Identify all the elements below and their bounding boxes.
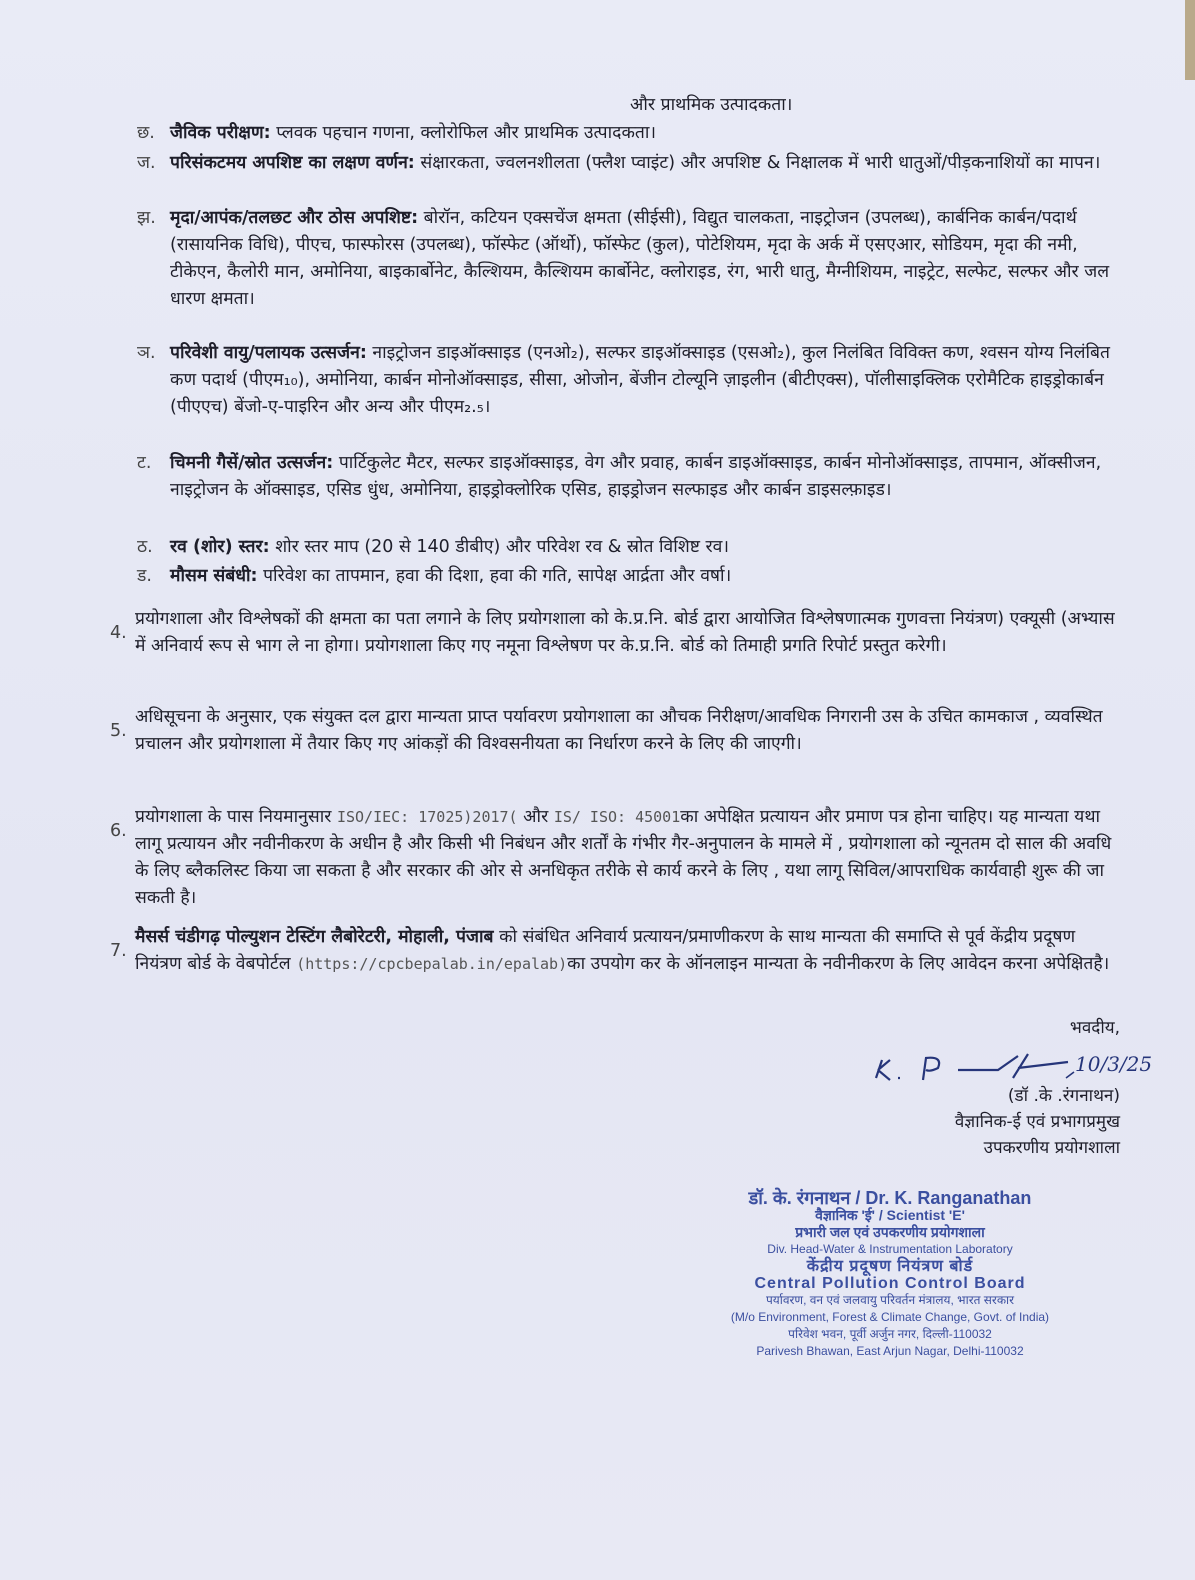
item-text: परिवेश का तापमान, हवा की दिशा, हवा की गति, सापेक्ष आर्द्रता और वर्षा। [263,566,732,586]
signatory-designation: वैज्ञानिक-ई एवं प्रभागप्रमुख [954,1112,1120,1132]
list-item [137,205,1125,313]
item-heading: मौसम संबंधी: [170,566,258,586]
iso-17025-code: ISO/IEC: 17025)2017( [336,808,518,826]
item-heading: जैविक परीक्षण: [170,123,271,143]
paragraph-number: 7. [110,941,127,961]
stamp-line: पर्यावरण, वन एवं जलवायु परिवर्तन मंत्रालय, भारत सरकार [765,1293,1015,1307]
stamp-line: प्रभारी जल एवं उपकरणीय प्रयोगशाला [795,1224,985,1240]
iso-45001-code: IS/ ISO: 45001 [553,808,681,826]
item-heading: परिसंकटमय अपशिष्ट का लक्षण वर्णन: [170,153,415,173]
paragraph-4: प्रयोगशाला और विश्लेषकों की क्षमता का पता लगाने के लिए प्रयोगशाला को के.प्र.नि. बोर्ड द्वारा आयोजित विश्लेषणात्मक गुणवत्ता नियंत्रण) एक्यूसी (अभ्यास में अनिवार्य रूप से भाग ले ना होगा। प्रयोगशाला किए गए नमूना विश्लेषण पर के.प्र.नि. बोर्ड को तिमाही प्रगति रिपोर्ट प्रस्तुत करेगी। [135,609,1115,656]
portal-url: (https://cpcbepalab.in/epalab) [296,955,568,973]
item-marker: ड. [137,566,152,586]
stamp-line: केंद्रीय प्रदूषण नियंत्रण बोर्ड [806,1258,974,1275]
stamp-line: डॉ. के. रंगनाथन / Dr. K. Ranganathan [748,1188,1032,1208]
official-stamp [700,1190,1080,1360]
item-heading: रव (शोर) स्तर: [170,537,270,557]
paragraph-5: अधिसूचना के अनुसार, एक संयुक्त दल द्वारा मान्यता प्राप्त पर्यावरण प्रयोगशाला का औचक निरीक्षण/आवधिक निगरानी उस के उचित कामकाज , व्यवस्थित प्रचालन और प्रयोगशाला में तैयार किए गए आंकड़ों की विश्वसनीयता का निर्धारण करने के लिए की जाएगी। [135,707,1103,754]
intro-line-tail [630,92,792,119]
list-item [137,450,1125,504]
list-item [137,120,1125,147]
p7-text: का उपयोग कर के ऑनलाइन मान्यता के नवीनीकरण के लिए आवेदन करना अपेक्षितहै। [567,954,1110,974]
paragraph-number: 4. [110,623,127,643]
item-marker: ठ. [137,537,153,557]
paragraph-7 [135,924,1125,978]
list-item [137,150,1125,177]
list-item [137,563,1125,590]
p6-text: का अपेक्षित प्रत्यायन और प्रमाण पत्र होना चाहिए। यह मान्यता यथा लागू प्रत्यायन और नवीनीकरण के अधीन है और किसी भी निबंधन और शर्तों के गंभीर गैर-अनुपालन के मामले में , प्रयोगशाला को न्यूनतम दो साल की अवधि के लिए ब्लैकलिस्ट किया जा सकता है और सरकार की ओर से अनधिकृत तरीके से कार्य करने के लिए , यथा लागू सिविल/आपराधिक कार्यवाही शुरू की जा सकती है। [135,807,1112,908]
item-marker: ज. [137,153,156,173]
item-text: प्लवक पहचान गणना, क्लोरोफिल और प्राथमिक उत्पादकता। [276,123,657,143]
item-marker: झ. [137,208,156,228]
item-heading: मृदा/आपंक/तलछट और ठोस अपशिष्ट: [170,208,419,228]
item-marker: छ. [137,123,155,143]
item-text: नाइट्रोजन डाइऑक्साइड (एनओ₂), सल्फर डाइऑक्साइड (एसओ₂), कुल निलंबित विविक्त कण, श्वसन योग्य निलंबित कण पदार्थ (पीएम₁₀), अमोनिया, कार्बन मोनोऑक्साइड, सीसा, ओजोन, बेंजीन टोल्यूनि ज़ाइलीन (बीटीएक्स), पॉलीसाइक्लिक एरोमैटिक हाइड्रोकार्बन (पीएएच) बेंजो-ए-पाइरिन और अन्य और पीएम₂.₅। [170,343,1111,417]
lab-name: मैसर्स चंडीगढ़ पोल्युशन टेस्टिंग लैबोरेटरी, मोहाली, पंजाब [135,927,494,947]
page-edge [1185,0,1195,80]
stamp-line: परिवेश भवन, पूर्वी अर्जुन नगर, दिल्ली-110032 [788,1327,992,1341]
list-item [137,534,1125,561]
closing-salutation: भवदीय, [1069,1018,1120,1038]
paragraph-6 [135,804,1125,912]
item-marker: ट. [137,453,152,473]
paragraph-number: 6. [110,821,127,841]
p6-and: और [523,807,549,827]
stamp-line: Central Pollution Control Board [754,1275,1026,1292]
item-text: बोरॉन, कटियन एक्सचेंज क्षमता (सीईसी), विद्युत चालकता, नाइट्रोजन (उपलब्ध), कार्बनिक कार्बन/पदार्थ (रासायनिक विधि), पीएच, फास्फोरस (उपलब्ध), फॉस्फेट (ऑर्थो), फॉस्फेट (कुल), पोटेशियम, मृदा के अर्क में एसएआर, सोडियम, मृदा की नमी, टीकेएन, कैलोरी मान, अमोनिया, बाइकार्बोनेट, कैल्शियम, कैल्शियम कार्बोनेट, क्लोराइड, रंग, भारी धातु, मैग्नीशियम, नाइट्रेट, सल्फेट, सल्फर और जल धारण क्षमता। [170,208,1110,309]
item-heading: चिमनी गैसें/स्रोत उत्सर्जन: [170,453,334,473]
list-item [137,340,1125,421]
item-text: संक्षारकता, ज्वलनशीलता (फ्लैश प्वाइंट) और अपशिष्ट & निक्षालक में भारी धातुओं/पीड़कनाशियों का मापन। [420,153,1101,173]
signatory-department: उपकरणीय प्रयोगशाला [983,1138,1120,1158]
stamp-line: वैज्ञानिक 'ई' / Scientist 'E' [815,1207,965,1223]
p7-lead: को संबंधित अनिवार्य प्रत्यायन/प्रमाणीकरण के साथ मान्यता की समाप्ति से पूर्व केंद्रीय प्रदूषण नियंत्रण बोर्ड के वेबपोर्टल [135,927,1076,974]
signature-date: 10/3/25 [1075,1052,1153,1076]
signatory-name: (डॉ .के .रंगनाथन) [1007,1086,1120,1106]
p6-lead: प्रयोगशाला के पास नियमानुसार [135,807,332,827]
stamp-line: Div. Head-Water & Instrumentation Laboratory [767,1242,1013,1256]
item-heading: परिवेशी वायु/पलायक उत्सर्जन: [170,343,367,363]
stamp-line: (M/o Environment, Forest & Climate Change, Govt. of India) [730,1310,1050,1324]
paragraph-number: 5. [110,721,127,741]
stamp-line: Parivesh Bhawan, East Arjun Nagar, Delhi-110032 [756,1344,1024,1358]
item-text: पार्टिकुलेट मैटर, सल्फर डाइऑक्साइड, वेग और प्रवाह, कार्बन डाइऑक्साइड, कार्बन मोनोऑक्साइड, तापमान, ऑक्सीजन, नाइट्रोजन के ऑक्साइड, एसिड धुंध, अमोनिया, हाइड्रोक्लोरिक एसिड, हाइड्रोजन सल्फाइड और कार्बन डाइसल्फ़ाइड। [170,453,1102,500]
item-marker: ञ. [137,343,156,363]
intro-tail-text: और प्राथमिक उत्पादकता। [630,95,793,115]
item-text: शोर स्तर माप (20 से 140 डीबीए) और परिवेश रव & स्रोत विशिष्ट रव। [275,537,730,557]
